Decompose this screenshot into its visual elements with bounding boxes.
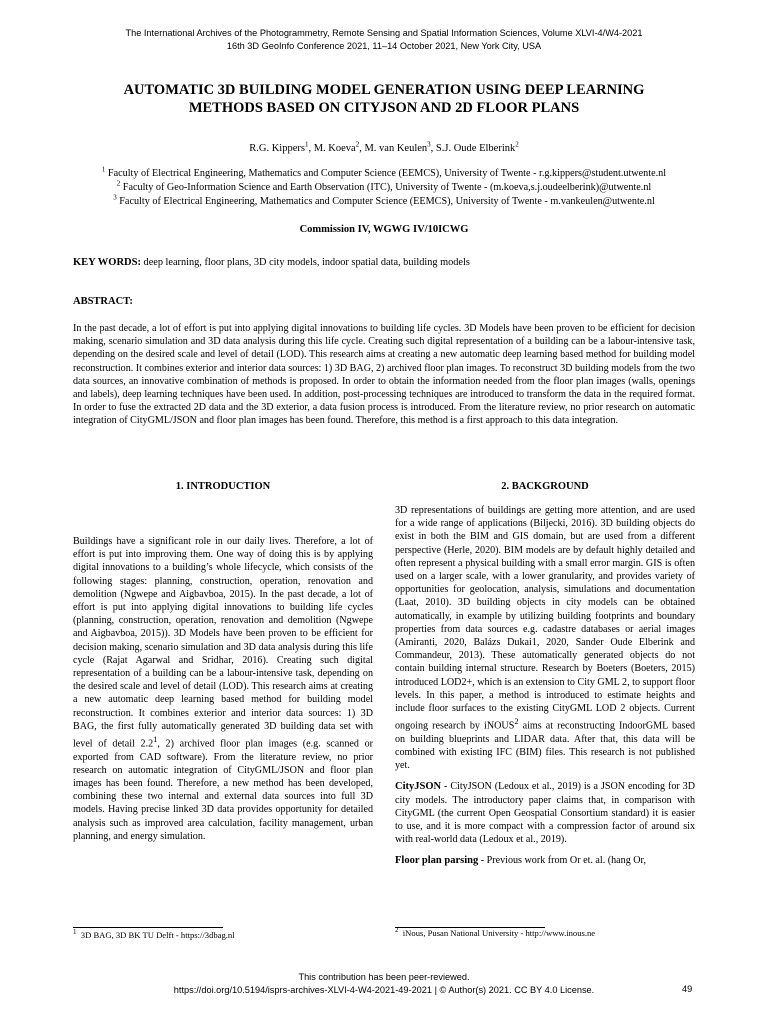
commission-line: Commission IV, WGWG IV/10ICWG [299, 224, 469, 235]
paper-title [60, 82, 708, 117]
author: M. Koeva$^2$, [313, 140, 365, 154]
author: S.J. Oude Elberink$^2$ [435, 140, 519, 154]
introduction-column [73, 535, 373, 851]
affiliation: $^3$ Faculty of Electrical Engineering, Mathematics and Computer Science (EEMCS), University of Twente - m.vankeulen@utwente.nl [113, 193, 655, 207]
page-number: 49 [682, 984, 693, 994]
author: M. van Keulen$^3$, [364, 140, 436, 154]
affiliations [40, 167, 728, 209]
keywords-label: KEY WORDS: [73, 257, 141, 268]
abstract-text: In the past decade, a lot of effort is put into applying digital innovations to building life cycles. 3D Models have been proven to be efficient for decision making, scenario simulation and 3D data analysis during this life cycle. Creating such digital representation of a building can be a labour-intensive task, depending on the desired scale and level of detail (LOD). This research aims at creating a new automatic deep learning based method for building model reconstruction. It combines exterior and interior data sources: 1) 3D BAG, 2) archived floor plan images. To reconstruct 3D building models from the two data sources, an innovative combination of methods is proposed. In order to obtain the information needed from the floor plan images (walls, openings and labels), deep learning techniques have been used. In addition, post-processing techniques are introduced to transform the data in the required format. In order to fuse the extracted 2D data and the 3D exterior, a data fusion process is introduced. From the literature review, no prior research on automatic integration of CityGML/JSON and floor plan images has been found. Therefore, this method is a first approach to this data integration. [73, 323, 695, 427]
footnote-2: $^2$ iNous, Pusan National University - http://www.inous.ne [395, 926, 596, 938]
background-column [395, 504, 695, 876]
peer-review-note: This contribution has been peer-reviewed. [298, 972, 470, 982]
running-header [0, 27, 768, 53]
section-heading-introduction: 1. INTRODUCTION [175, 481, 271, 492]
author: R.G. Kippers$^1$, [249, 140, 314, 154]
header-line-1: The International Archives of the Photogrammetry, Remote Sensing and Spatial Information Sciences, Volume XLVI-4/W4-2021 [125, 28, 643, 38]
background-paragraph: 3D representations of buildings are getting more attention, and are used for a wide range of applications (Biljecki, 2016). 3D building objects do exist in both the BIM and GIS domain, but are used from a different perspective (Herle, 2020). BIM models are by default highly detailed and often represent a physical building with a small error margin. GIS is often used on a larger scale, with a lower granularity, and provides variety of opportunities for geolocation, analysis, simulations and documentation (Laat, 2010). 3D building objects in city models can be obtained automatically, in example by utilizing building footprints and boundary properties from data sources e.g. cadastre databases or aerial images (Amiranti, 2020, Balázs Dukai1, 2020, Sander Oude Elberink and Commandeur, 2013). These automatically generated objects do not contain building internal structure. Research by Boeters (Boeters, 2015) introduced LOD2+, which is an extension to City GML 2, to support floor levels. In this paper, a method is introduced to estimate heights and include floor surfaces to the existing CityGML LOD 2 objects. Current ongoing research by iNOUS$^2$ aims at reconstructing IndoorGML based on building blueprints and LIDAR data. After that, this data will be combined with existing IFC (BIM) files. This research is not published yet. [395, 505, 696, 772]
affiliation: $^1$ Faculty of Electrical Engineering, Mathematics and Computer Science (EEMCS), University of Twente - r.g.kippers@student.utwente.nl [101, 165, 667, 179]
affiliation: $^2$ Faculty of Geo-Information Science and Earth Observation (ITC), University of Twente - (m.koeva,s.j.oudeelberink)@utwente.nl [116, 179, 652, 193]
title-line-2: METHODS BASED ON CITYJSON AND 2D FLOOR PLANS [188, 99, 580, 116]
page-footer [0, 971, 768, 997]
keywords-text: deep learning, floor plans, 3D city models, indoor spatial data, building models [140, 257, 470, 268]
cityjson-paragraph: CityJSON - CityJSON (Ledoux et al., 2019) is a JSON encoding for 3D city models. The introductory paper claims that, in comparison with CityGML (the current Open Geospatial Consortium standard) it is easier to use, and it is more compact with a compression factor of around six with real-world data (Ledoux et al., 2019). [395, 781, 695, 846]
title-line-1: AUTOMATIC 3D BUILDING MODEL GENERATION USING DEEP LEARNING [123, 82, 645, 98]
intro-paragraph: Buildings have a significant role in our daily lives. Therefore, a lot of effort is put into improving them. One way of doing this is by applying digital innovations to a building’s whole lifecycle, which consists of the following stages: planning, construction, operation, renovation and demolition (Ngwepe and Aigbavboa, 2015). In the past decade, a lot of effort is put into applying digital innovations to building life cycles (planning, construction, operation, renovation and demolition (Ngwepe and Aigbavboa, 2015)). 3D Models have been proven to be efficient for decision making, scenario simulation and 3D data analysis during this life cycle (Rajat Agarwal and Sridhar, 2016). Creating such digital representation of a building can be a labour-intensive task, depending on the desired scale and level of detail (LOD). This research aims at creating a new automatic deep learning based method for building model reconstruction. It combines exterior and interior data sources: 1) 3D BAG, the first fully automatically generated 3D building data set with level of detail $2.2^1$, 2) archived floor plan images (e.g. scanned or exported from CAD software). From the literature review, no prior research on automatic integration of CityGML/JSON and floor plan images has been found. Therefore, a new method has been developed, combining these two internal and external data sources into full 3D models. Having precise linked 3D data provides opportunity for detailed analysis such as improved area calculation, facility management, urban planning, and energy simulation. [73, 536, 373, 842]
header-line-2: 16th 3D GeoInfo Conference 2021, 11–14 October 2021, New York City, USA [226, 41, 542, 51]
author-list [0, 142, 768, 155]
abstract-heading: ABSTRACT: [73, 296, 133, 307]
footnote-rule [73, 927, 223, 928]
doi-license-line: https://doi.org/10.5194/isprs-archives-XLVI-4-W4-2021-49-2021 | © Author(s) 2021. CC BY 4.0 License. [173, 985, 595, 995]
footnote-1: $^1$ 3D BAG, 3D BK TU Delft - https://3dbag.nl [73, 928, 235, 940]
keywords [73, 257, 695, 268]
section-heading-background: 2. BACKGROUND [501, 481, 589, 492]
floorplan-paragraph: Floor plan parsing - Previous work from Or et. al. (hang Or, [395, 855, 647, 867]
